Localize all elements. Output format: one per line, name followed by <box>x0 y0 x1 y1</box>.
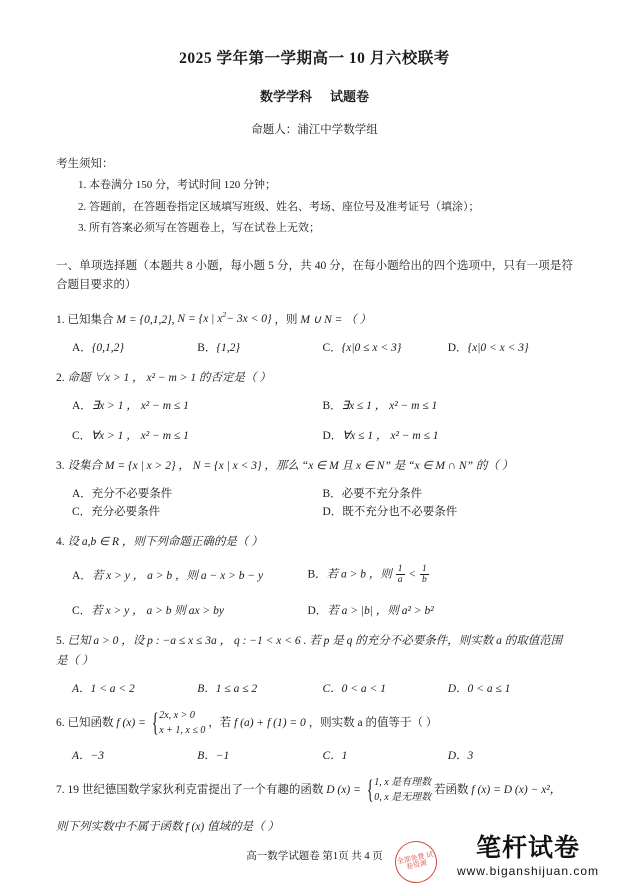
q6-condition: f (a) + f (1) = 0 <box>234 717 306 730</box>
q3-option-a: A．充分不必要条件 <box>72 487 173 500</box>
notice-item: 2. 答题前，在答题卷指定区域填写班级、姓名、考场、座位号及准考证号（填涂）； <box>78 200 480 213</box>
q5-option-b: B．1 ≤ a ≤ 2 <box>197 683 258 696</box>
q6-function-label: f (x) = <box>116 717 146 730</box>
q1-option-d: D．{x|0 < x < 3} <box>447 341 529 354</box>
section-title-choice: 一、单项选择题（本题共 8 小题，每小题 5 分，共 40 分，在每小题给出的四个选项中，只有一项是符合题目要求的） <box>56 259 573 292</box>
q5-option-c: C．0 < a < 1 <box>322 683 386 696</box>
q6-option-c: C．1 <box>322 750 348 763</box>
q5-option-d: D．0 < a ≤ 1 <box>447 683 511 696</box>
question-6: 6. 已知函数 f (x) = { 2x, x > 0 x + 1, x ≤ 0 ，若 f (a) + f (1) = 0 ，则实数 a 的值等于（ ） <box>56 708 438 738</box>
q6-piecewise: { 2x, x > 0 x + 1, x ≤ 0 <box>151 708 206 738</box>
q6-option-a: A．−3 <box>72 750 105 763</box>
question-stem: 设 a,b ∈ R ，则下列命题正确的是（ ） <box>67 535 263 548</box>
q2-option-b: B．∃x ≤ 1 ， x² − m ≤ 1 <box>322 399 438 412</box>
question-number: 6. <box>56 717 65 730</box>
fraction-one-over-b: $\frac{1}{b}$ <box>422 563 427 586</box>
watermark-url: www.biganshijuan.com <box>456 864 599 879</box>
question-number: 2. <box>56 371 65 384</box>
question-7-line2: 则下列实数中不属于函数 f (x) 值域的是（ ） <box>56 821 279 834</box>
q7-function-def: f (x) = D (x) − x²， <box>471 784 562 797</box>
free-resource-stamp-icon: 全部免费 试卷资源 <box>391 837 441 887</box>
q2-options <box>72 397 573 443</box>
q4-option-a: A．若 x > y ， a > b ，则 a − x > b − y <box>72 569 264 582</box>
q4-option-b: B．若 a > b ，则 $\frac{1}{a}$ < $\frac{1}{b}$ <box>307 563 427 586</box>
page-title: 2025 学年第一学期高一 10 月六校联考 <box>179 50 450 67</box>
question-stem: 已知集合 M = {0,1,2}, N = {x | $x^2- 3x < 0$} ，则 M ∪ N = （ ） <box>67 310 372 326</box>
q2-option-a: A．∃x > 1 ， x² − m ≤ 1 <box>72 399 189 412</box>
q1-options <box>72 339 573 355</box>
q1-set-m: M = {0,1,2} <box>116 313 172 326</box>
question-2 <box>56 368 573 388</box>
left-brace: { <box>151 708 159 738</box>
notice-heading: 考生须知： <box>56 158 114 170</box>
q4-option-c: C．若 x > y ， a > b 则 ax > by <box>72 604 224 617</box>
question-stem: 设集合 M = {x | x > 2} ， N = {x | x < 3} ，那么 “x ∈ M 且 x ∈ N” 是 “x ∈ M ∩ N” 的（ ） <box>67 459 514 472</box>
notice-item: 3. 所有答案必须写在答题卷上，写在试卷上无效； <box>78 222 320 234</box>
q6-option-d: D．3 <box>447 750 474 763</box>
question-7: 7. 19 世纪德国数学家狄利克雷提出了一个有趣的函数 D (x) = { 1, x 是有理数 0, x 是无理数 若函数 f (x) = D (x) − x²， <box>56 775 562 805</box>
q1-option-b: B．{1,2} <box>197 341 240 354</box>
question-number: 7. <box>56 784 65 797</box>
notice-item: 1. 本卷满分 150 分，考试时间 120 分钟； <box>78 179 276 191</box>
q5-options <box>72 680 573 696</box>
q4-option-d: D．若 a > |b| ，则 a² > b² <box>307 604 434 617</box>
question-number: 1. <box>56 313 65 326</box>
question-3 <box>56 456 573 476</box>
left-brace: { <box>366 775 374 805</box>
q5-option-a: A．1 < a < 2 <box>72 683 135 696</box>
page-footer: 高一数学试题卷 第1页 共 4 页 <box>246 851 383 862</box>
q2-option-d: D．∀x ≤ 1 ， x² − m ≤ 1 <box>322 429 439 442</box>
question-stem: 已知 a > 0 ，设 p : −a ≤ x ≤ 3a ， q : −1 < x < 6 . 若 p 是 q 的充分不必要条件，则实数 a 的取值范围是（ ） <box>56 634 563 667</box>
q2-option-c: C．∀x > 1 ， x² − m ≤ 1 <box>72 429 189 442</box>
watermark-brand: 笔杆试卷 <box>475 834 580 863</box>
q3-option-c: C．充分必要条件 <box>72 505 161 518</box>
q4-options <box>72 564 573 618</box>
subject-line <box>56 86 573 105</box>
q1-option-a: A．{0,1,2} <box>72 341 125 354</box>
q3-option-b: B．必要不充分条件 <box>322 487 423 500</box>
q3-option-d: D．既不充分也不必要条件 <box>322 505 458 518</box>
q3-options <box>72 485 573 519</box>
question-5 <box>56 631 573 671</box>
question-number: 3. <box>56 459 65 472</box>
question-1 <box>56 309 573 330</box>
proposer-line: 命题人：浦江中学数学组 <box>251 124 378 136</box>
q7-piecewise: { 1, x 是有理数 0, x 是无理数 <box>366 775 432 805</box>
q1-set-n: N = {x | $x^2- 3x < 0$} <box>177 310 272 326</box>
q6-options <box>72 747 573 763</box>
q1-union: M ∪ N = （ ） <box>300 313 372 326</box>
paper-type-label: 试题卷 <box>330 89 370 104</box>
q6-option-b: B．−1 <box>197 750 230 763</box>
subject-label: 数学学科 <box>259 89 312 104</box>
question-number: 4. <box>56 535 65 548</box>
watermark <box>396 834 599 879</box>
q1-option-c: C．{x|0 ≤ x < 3} <box>322 341 402 354</box>
question-4 <box>56 532 573 552</box>
q7-function-label: D (x) = <box>326 784 361 797</box>
fraction-one-over-a: $\frac{1}{a}$ <box>397 563 403 586</box>
question-number: 5. <box>56 634 65 647</box>
question-stem: 命题 ∀x > 1 ， x² − m > 1 的否定是（ ） <box>67 371 271 384</box>
